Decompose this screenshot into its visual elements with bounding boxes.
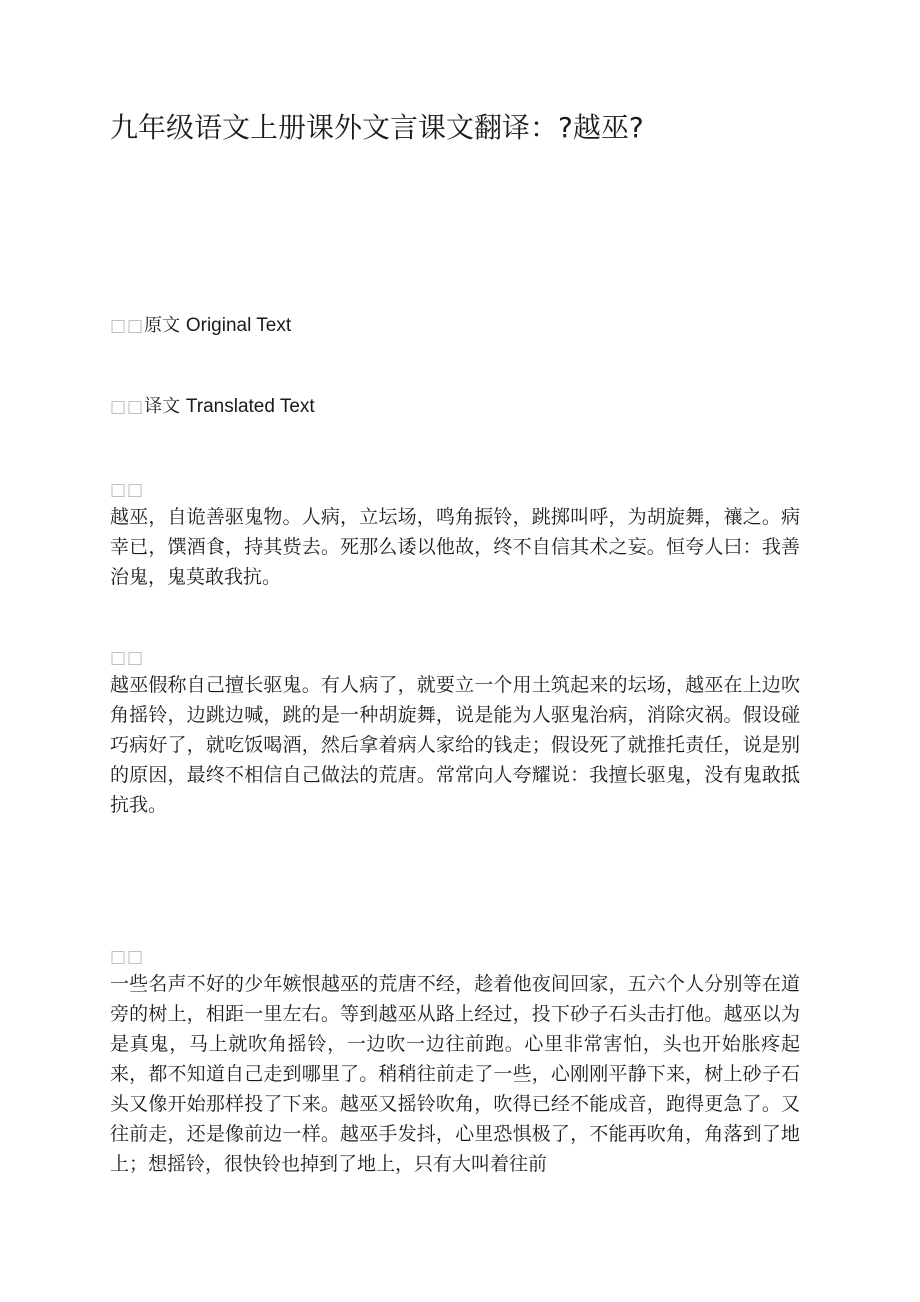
heading-zh: 原文 (144, 315, 181, 336)
paragraph-text: 越巫，自诡善驱鬼物。人病，立坛场，鸣角振铃，跳掷叫呼，为胡旋舞，禳之。病幸已，馔酒食，持其赀去。死那么诿以他故，终不自信其术之妄。恒夸人曰：我善治鬼，鬼莫敢我抗。 (110, 506, 800, 588)
paragraph-text: 一些名声不好的少年嫉恨越巫的荒唐不经，趁着他夜间回家，五六个人分别等在道旁的树上，相距一里左右。等到越巫从路上经过，投下砂子石头击打他。越巫以为是真鬼，马上就吹角摇铃，一边吹一边往前跑。心里非常害怕，头也开始胀疼起来，都不知道自己走到哪里了。稍稍往前走了一些，心刚刚平静下来，树上砂子石头又像开始那样投了下来。越巫又摇铃吹角，吹得已经不能成音，跑得更急了。又往前走，还是像前边一样。越巫手发抖，心里恐惧极了，不能再吹角，角落到了地上；想摇铃，很快铃也掉到了地上，只有大叫着往前 (110, 973, 800, 1175)
original-text-paragraph (110, 478, 800, 592)
heading-zh: 译文 (144, 396, 181, 417)
translation-paragraph-1 (110, 646, 800, 820)
heading-en: Translated Text (185, 396, 315, 417)
paragraph-marker: □□ (110, 947, 145, 967)
translation-paragraph-2 (110, 945, 800, 1179)
heading-marker: □□ (110, 397, 145, 417)
translated-text-heading (110, 394, 315, 420)
original-text-heading (110, 313, 291, 339)
page-title: 九年级语文上册课外文言课文翻译：?越巫? (110, 111, 644, 144)
paragraph-marker: □□ (110, 480, 145, 500)
paragraph-text: 越巫假称自己擅长驱鬼。有人病了，就要立一个用土筑起来的坛场，越巫在上边吹角摇铃，边跳边喊，跳的是一种胡旋舞，说是能为人驱鬼治病，消除灾祸。假设碰巧病好了，就吃饭喝酒，然后拿着病人家给的钱走；假设死了就推托责任，说是别的原因，最终不相信自己做法的荒唐。常常向人夸耀说：我擅长驱鬼，没有鬼敢抵抗我。 (110, 674, 800, 816)
paragraph-marker: □□ (110, 648, 145, 668)
heading-en: Original Text (185, 315, 292, 336)
heading-marker: □□ (110, 316, 145, 336)
